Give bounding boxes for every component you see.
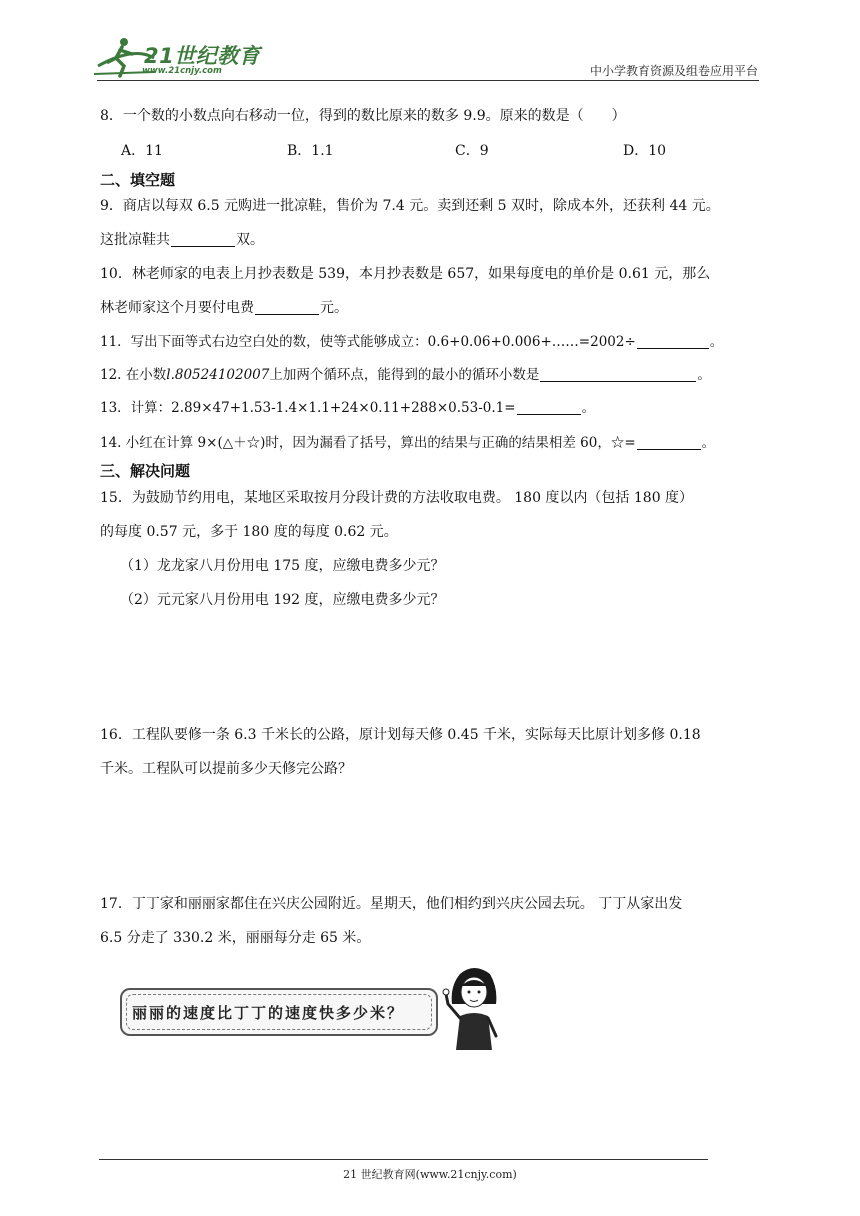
question-15-part-1: （1）龙龙家八月份用电 175 度，应缴电费多少元？ [120,558,445,574]
q10-text-before-blank: 林老师家这个月要付电费 [100,300,254,316]
platform-name: 中小学教育资源及组卷应用平台 [589,64,758,78]
q8-option-b: B．1.1 [287,143,334,159]
logo-text: 21世纪教育 [144,44,261,68]
q8-option-d: D．10 [623,143,667,159]
q9-text-before-blank: 这批凉鞋共 [100,232,170,248]
question-17-line-1: 17．丁丁家和丽丽家都住在兴庆公园附近。星期天，他们相约到兴庆公园去玩。 丁丁从家出发 [100,896,683,912]
q11-answer-blank[interactable] [637,334,709,349]
question-16-line-1: 16．工程队要修一条 6.3 千米长的公路，原计划每天修 0.45 千米，实际每天比原计划多修 0.18 [100,727,701,743]
question-13 [100,399,595,417]
section-title-fill-in: 二、填空题 [100,171,176,189]
q11-text: 11．写出下面等式右边空白处的数，使等式能够成立：0.6+0.06+0.006+……=2002÷ [100,334,636,350]
speech-bubble-text: 丽丽的速度比丁丁的速度快多少米？ [132,1004,405,1022]
question-11 [100,333,723,351]
page-header [0,0,860,82]
question-15-line-1: 15．为鼓励节约用电，某地区采取按月分段计费的方法收取电费。 180 度以内（包括 180 度） [100,490,694,506]
q14-end: 。 [701,435,716,451]
q12-text-1: 12. 在小数 [100,367,167,383]
q14-answer-blank[interactable] [637,435,701,450]
question-15-line-2: 的每度 0.57 元，多于 180 度的每度 0.62 元。 [100,524,398,540]
logo-url: www.21cnjy.com [142,66,222,76]
q8-option-a: A．11 [121,143,163,159]
question-16-line-2: 千米。工程队可以提前多少天修完公路？ [100,761,352,777]
q10-text-after-blank: 元。 [320,300,348,316]
header-divider [97,80,759,81]
q12-end: 。 [697,367,711,383]
question-8-stem: 8．一个数的小数点向右移动一位，得到的数比原来的数多 9.9。原来的数是（ ） [100,108,626,124]
q11-end: 。 [709,334,724,350]
q9-answer-blank[interactable] [171,232,235,247]
q13-end: 。 [581,400,596,416]
q12-answer-blank[interactable] [540,367,696,382]
footer-text: 21 世纪教育网(www.21cnjy.com) [343,1168,517,1181]
question-17-line-2: 6.5 分走了 330.2 米，丽丽每分走 65 米。 [100,930,371,946]
section-title-problems: 三、解决问题 [100,462,191,480]
q12-decimal-number: l.80524102007 [166,367,270,383]
question-15-part-2: （2）元元家八月份用电 192 度，应缴电费多少元？ [120,592,445,608]
q13-answer-blank[interactable] [517,400,581,415]
q10-answer-blank[interactable] [255,300,319,315]
question-10-line-1: 10．林老师家的电表上月抄表数是 539，本月抄表数是 657，如果每度电的单价是 0.61 元，那么 [100,266,711,282]
question-12 [100,366,711,384]
q9-text-after-blank: 双。 [236,232,264,248]
question-17-speech-bubble [120,988,438,1036]
question-14 [100,434,715,452]
q12-text-2: 上加两个循环点，能得到的最小的循环小数是 [269,367,540,383]
question-9-line-2 [100,231,264,249]
question-9-line-1: 9．商店以每双 6.5 元购进一批凉鞋，售价为 7.4 元。卖到还剩 5 双时，除成本外，还获利 44 元。 [100,198,720,214]
question-10-line-2 [100,299,348,317]
q13-text: 13．计算：2.89×47+1.53-1.4×1.1+24×0.11+288×0.53-0.1= [100,400,516,416]
q14-text: 14. 小红在计算 9×(△＋☆)时，因为漏看了括号，算出的结果与正确的结果相差 60，☆= [100,435,636,451]
footer-divider [99,1159,708,1160]
girl-illustration-icon [440,964,508,1056]
q8-option-c: C．9 [455,143,489,159]
